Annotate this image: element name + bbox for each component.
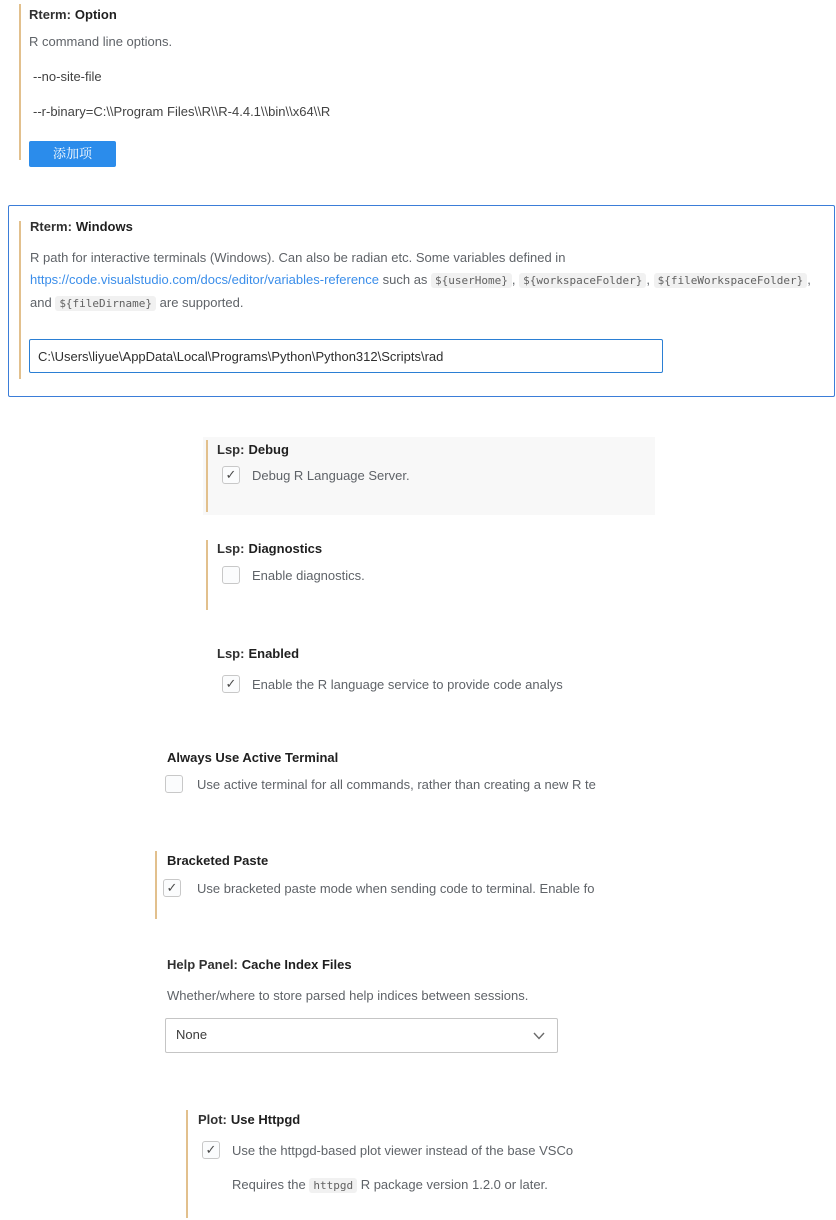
variable-chip: ${workspaceFolder} xyxy=(519,273,646,288)
cache-index-files-dropdown[interactable] xyxy=(165,1018,558,1053)
add-item-button[interactable]: 添加项 xyxy=(29,141,116,167)
setting-title xyxy=(167,853,268,868)
setting-rterm-windows xyxy=(8,205,835,397)
checkbox-label: Use active terminal for all commands, rather than creating a new R te xyxy=(197,777,596,792)
setting-description: R command line options. xyxy=(29,34,173,49)
setting-title xyxy=(167,750,338,765)
chevron-down-icon xyxy=(532,1031,546,1041)
list-item[interactable]: --no-site-file xyxy=(33,69,102,84)
modified-indicator xyxy=(19,4,21,160)
variable-chip: ${fileDirname} xyxy=(55,296,156,311)
setting-category: Lsp: xyxy=(217,646,245,661)
dropdown-selected-value: None xyxy=(176,1027,208,1042)
setting-name: Enabled xyxy=(248,646,300,661)
setting-name: Always Use Active Terminal xyxy=(167,750,339,765)
list-item[interactable]: --r-binary=C:\\Program Files\\R\\R-4.4.1\\bin\\x64\\R xyxy=(33,104,331,119)
modified-indicator xyxy=(19,221,21,379)
setting-name: Windows xyxy=(75,219,133,234)
setting-description: Whether/where to store parsed help indices between sessions. xyxy=(167,988,529,1003)
variable-chip: ${userHome} xyxy=(431,273,512,288)
lsp-diagnostics-checkbox[interactable] xyxy=(222,566,240,584)
modified-indicator xyxy=(206,540,208,610)
setting-title xyxy=(167,957,352,972)
checkbox-label: Debug R Language Server. xyxy=(252,468,410,483)
setting-category: Rterm: xyxy=(30,219,72,234)
checkbox-label: Enable the R language service to provide code analys xyxy=(252,677,563,692)
checkmark-icon: ✓ xyxy=(166,880,178,895)
setting-title xyxy=(217,541,322,556)
modified-indicator xyxy=(206,440,208,512)
checkbox-note: Requires the httpgd R package version 1.2.0 or later. xyxy=(232,1177,548,1192)
checkbox-label: Use the httpgd-based plot viewer instead of the base VSCo xyxy=(232,1143,574,1158)
setting-name: Diagnostics xyxy=(248,541,323,556)
setting-category: Rterm: xyxy=(29,7,71,22)
setting-title xyxy=(198,1112,300,1127)
setting-title xyxy=(217,646,299,661)
setting-category: Lsp: xyxy=(217,541,245,556)
setting-title xyxy=(217,442,289,457)
setting-description: R path for interactive terminals (Windows). Can also be radian etc. Some variables defined in https://code.visualstudio.com/docs/editor/variables-reference such as ${userHome} , ${workspaceFolder} , ${fileWorkspaceFolder} , and ${fileDirname} are supported. xyxy=(30,250,811,310)
setting-title xyxy=(30,219,133,234)
checkmark-icon: ✓ xyxy=(205,1142,217,1157)
setting-category: Lsp: xyxy=(217,442,245,457)
setting-name: Cache Index Files xyxy=(241,957,352,972)
modified-indicator xyxy=(155,851,157,919)
modified-indicator xyxy=(186,1110,188,1218)
plot-use-httpgd-checkbox[interactable] xyxy=(202,1141,220,1159)
package-chip: httpgd xyxy=(309,1178,357,1193)
setting-category: Help Panel: xyxy=(167,957,238,972)
setting-name: Option xyxy=(74,7,117,22)
bracketed-paste-checkbox[interactable] xyxy=(163,879,181,897)
setting-name: Bracketed Paste xyxy=(167,853,269,868)
checkmark-icon: ✓ xyxy=(225,676,237,691)
variable-chip: ${fileWorkspaceFolder} xyxy=(654,273,808,288)
lsp-enabled-checkbox[interactable] xyxy=(222,675,240,693)
setting-title xyxy=(29,7,117,22)
checkmark-icon: ✓ xyxy=(225,467,237,482)
checkbox-label: Use bracketed paste mode when sending code to terminal. Enable fo xyxy=(197,881,595,896)
setting-name: Use Httpgd xyxy=(230,1112,301,1127)
checkbox-label: Enable diagnostics. xyxy=(252,568,365,583)
rterm-windows-path-input[interactable] xyxy=(29,339,663,373)
always-use-active-terminal-checkbox[interactable] xyxy=(165,775,183,793)
docs-link[interactable]: https://code.visualstudio.com/docs/editor/variables-reference xyxy=(30,272,380,287)
setting-category: Plot: xyxy=(198,1112,227,1127)
setting-name: Debug xyxy=(248,442,289,457)
lsp-debug-checkbox[interactable] xyxy=(222,466,240,484)
